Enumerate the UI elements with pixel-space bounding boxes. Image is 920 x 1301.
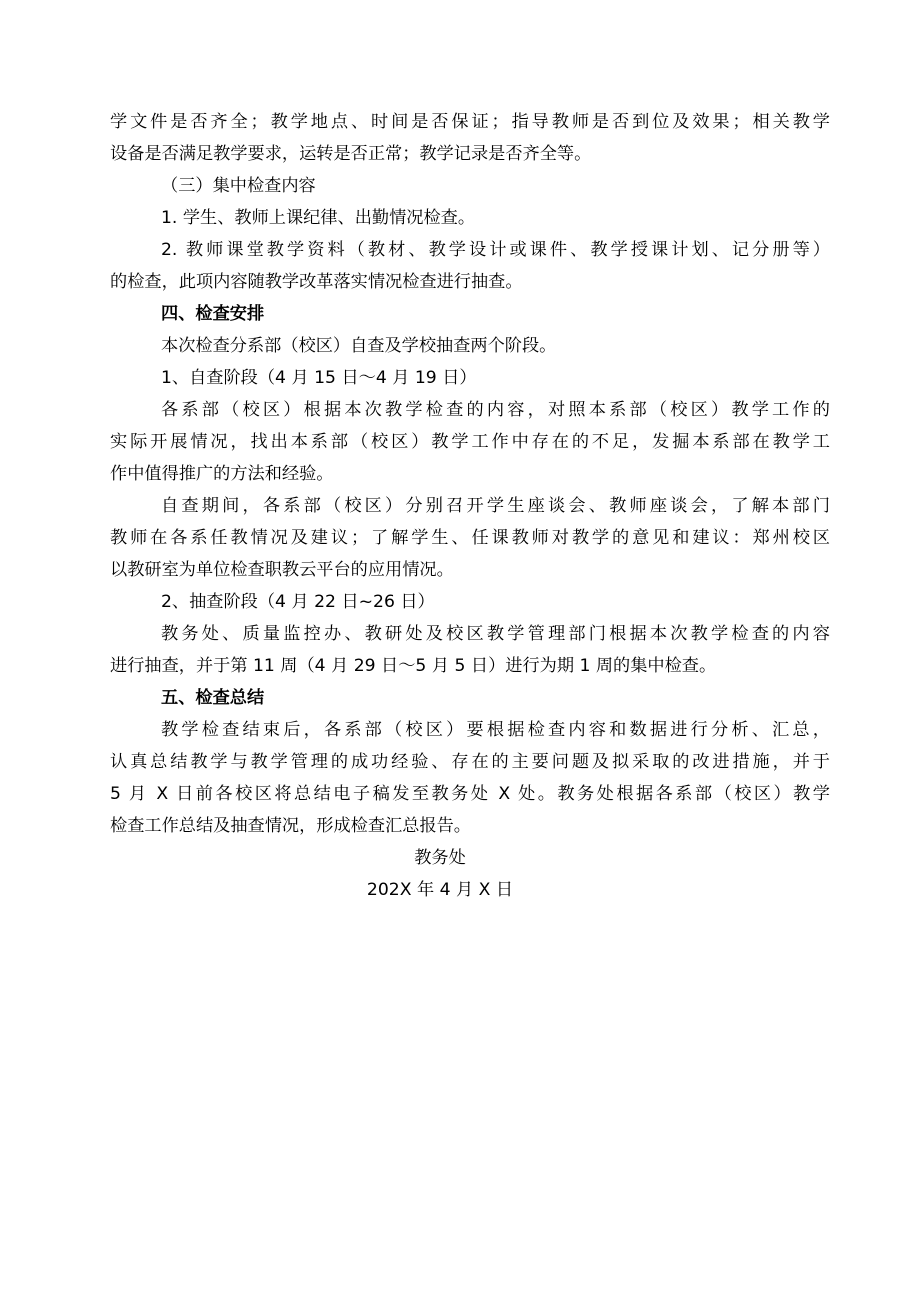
paragraph-line: 检查工作总结及抽查情况，形成检查汇总报告。 — [110, 816, 471, 836]
paragraph-line: 5 月 X 日前各校区将总结电子稿发至教务处 X 处。教务处根据各系部（校区）教学 — [110, 784, 830, 804]
paragraph-line: 本次检查分系部（校区）自查及学校抽查两个阶段。 — [161, 336, 557, 356]
subsection-heading: 2、抽查阶段（4 月 22 日~26 日） — [161, 592, 435, 612]
paragraph-line: 作中值得推广的方法和经验。 — [110, 464, 334, 484]
document-body — [110, 106, 830, 906]
paragraph-line: 设备是否满足教学要求，运转是否正常；教学记录是否齐全等。 — [110, 144, 592, 164]
paragraph-line: 认真总结教学与教学管理的成功经验、存在的主要问题及拟采取的改进措施，并于 — [110, 752, 830, 772]
section-heading: 五、检查总结 — [161, 688, 265, 708]
signature-office: 教务处 — [414, 848, 466, 868]
paragraph-line: 自查期间，各系部（校区）分别召开学生座谈会、教师座谈会，了解本部门 — [161, 496, 830, 516]
paragraph-line: 学文件是否齐全；教学地点、时间是否保证；指导教师是否到位及效果；相关教学 — [110, 112, 830, 132]
section-heading: 四、检查安排 — [161, 304, 265, 324]
list-item: 1. 学生、教师上课纪律、出勤情况检查。 — [161, 208, 476, 228]
paragraph-line: 各系部（校区）根据本次教学检查的内容，对照本系部（校区）教学工作的 — [161, 400, 830, 420]
list-item: 2. 教师课堂教学资料（教材、教学设计或课件、教学授课计划、记分册等） — [161, 240, 830, 260]
subsection-heading: 1、自查阶段（4 月 15 日～4 月 19 日） — [161, 368, 477, 388]
paragraph-line: 的检查，此项内容随教学改革落实情况检查进行抽查。 — [110, 272, 523, 292]
paragraph-line: 以教研室为单位检查职教云平台的应用情况。 — [110, 560, 454, 580]
signature-date: 202X 年 4 月 X 日 — [366, 880, 514, 900]
subsection-heading: （三）集中检查内容 — [161, 176, 316, 196]
paragraph-line: 实际开展情况，找出本系部（校区）教学工作中存在的不足，发掘本系部在教学工 — [110, 432, 830, 452]
paragraph-line: 进行抽查，并于第 11 周（4 月 29 日～5 月 5 日）进行为期 1 周的集中检查。 — [110, 656, 717, 676]
paragraph-line: 教务处、质量监控办、教研处及校区教学管理部门根据本次教学检查的内容 — [161, 624, 830, 644]
paragraph-line: 教师在各系任教情况及建议；了解学生、任课教师对教学的意见和建议：郑州校区 — [110, 528, 830, 548]
paragraph-line: 教学检查结束后，各系部（校区）要根据检查内容和数据进行分析、汇总， — [161, 720, 830, 740]
